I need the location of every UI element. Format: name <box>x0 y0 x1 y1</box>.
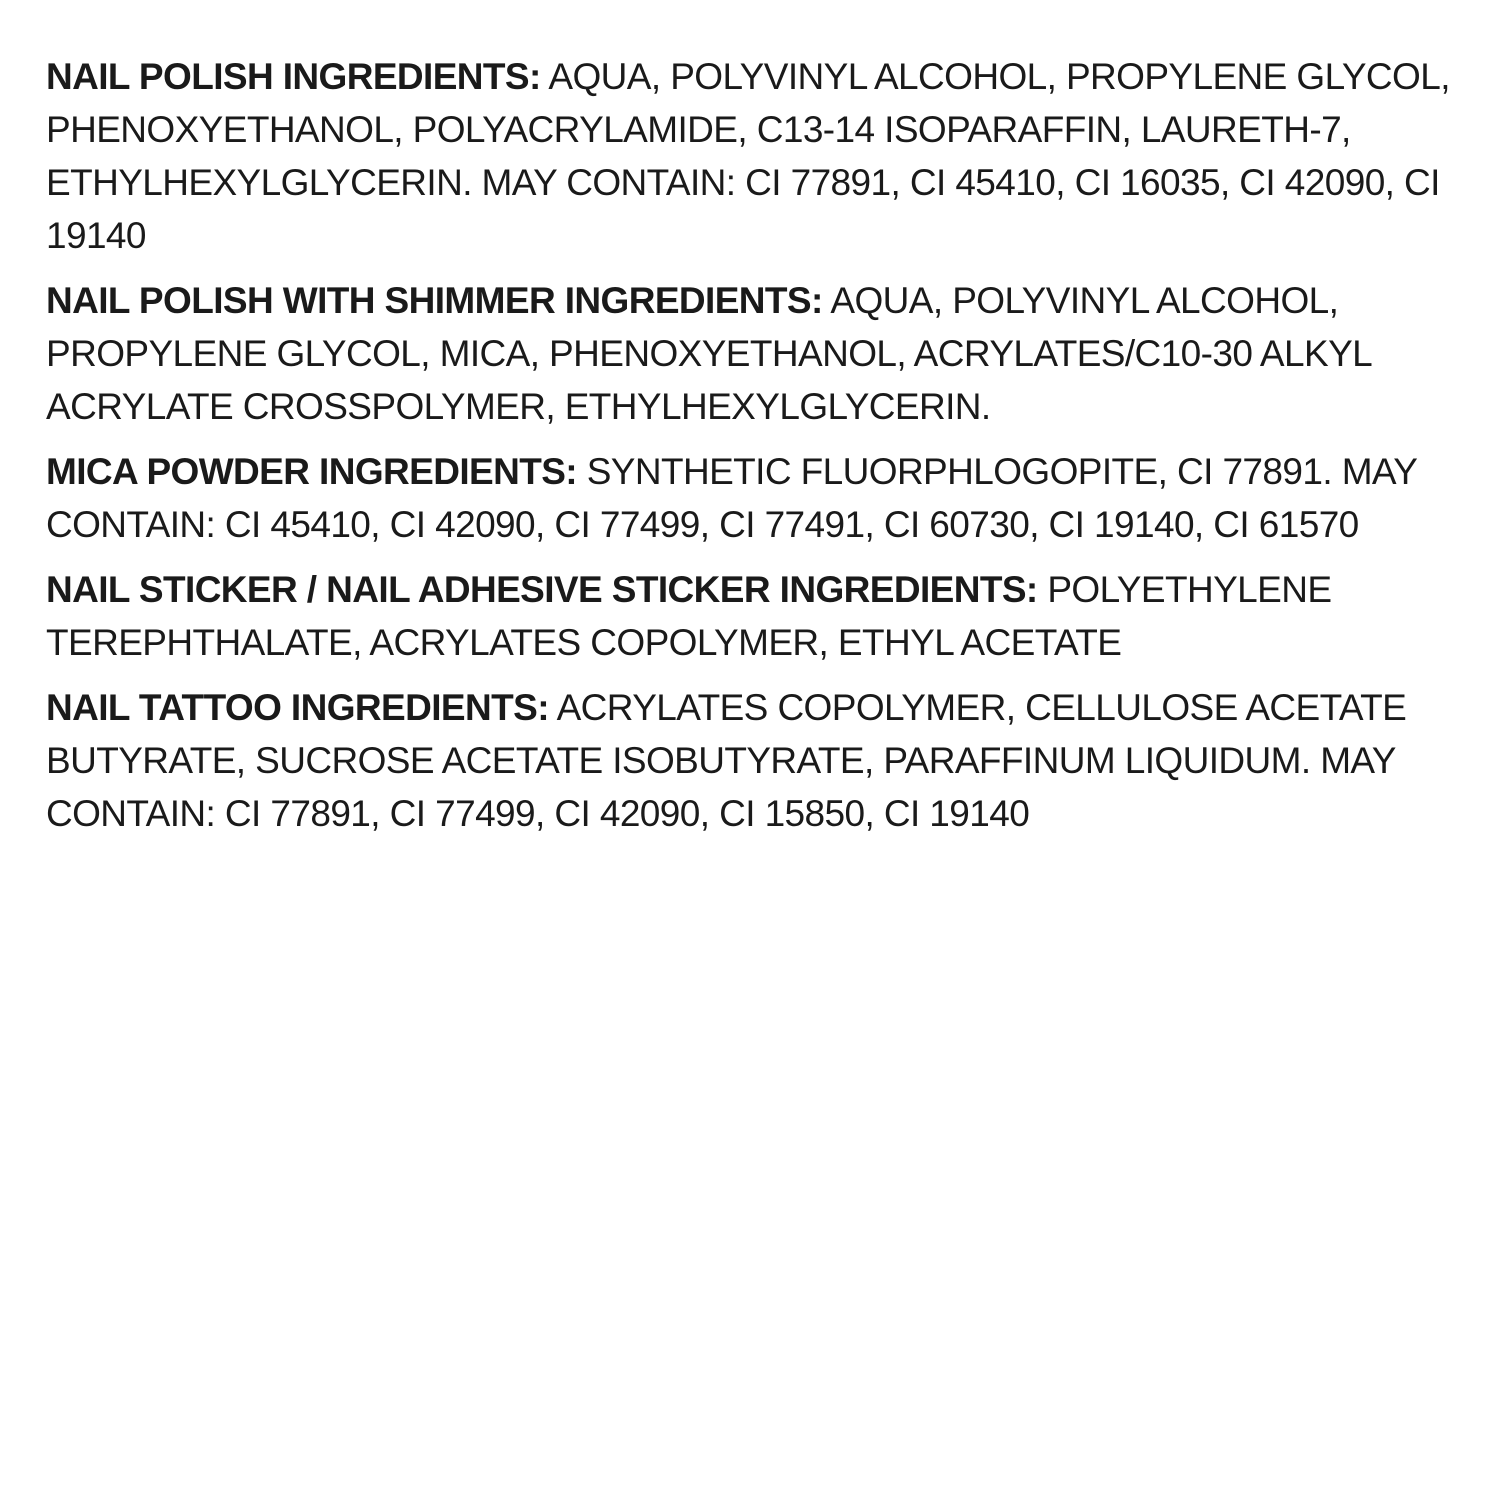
ingredient-list: SYNTHETIC FLUORPHLOGOPITE, CI 77891. MAY CONTAIN: CI 45410, CI 42090, CI 77499, CI 77491, CI 60730, CI 19140, CI 61570 <box>46 451 1417 545</box>
section-heading: NAIL POLISH INGREDIENTS: <box>46 56 541 97</box>
nail-polish-ingredients <box>46 50 1456 262</box>
mica-powder-ingredients <box>46 445 1456 551</box>
ingredients-panel <box>46 50 1456 852</box>
section-heading: MICA POWDER INGREDIENTS: <box>46 451 578 492</box>
nail-sticker-ingredients <box>46 563 1456 669</box>
section-heading: NAIL POLISH WITH SHIMMER INGREDIENTS: <box>46 280 823 321</box>
section-heading: NAIL TATTOO INGREDIENTS: <box>46 687 549 728</box>
section-heading: NAIL STICKER / NAIL ADHESIVE STICKER INGREDIENTS: <box>46 569 1038 610</box>
nail-polish-shimmer-ingredients <box>46 274 1456 433</box>
ingredient-list: AQUA, POLYVINYL ALCOHOL, PROPYLENE GLYCOL, MICA, PHENOXYETHANOL, ACRYLATES/C10-30 ALKYL ACRYLATE CROSSPOLYMER, ETHYLHEXYLGLYCERIN. <box>46 280 1371 427</box>
ingredient-list: ACRYLATES COPOLYMER, CELLULOSE ACETATE BUTYRATE, SUCROSE ACETATE ISOBUTYRATE, PARAFFINUM LIQUIDUM. MAY CONTAIN: CI 77891, CI 77499, CI 42090, CI 15850, CI 19140 <box>46 687 1407 834</box>
nail-tattoo-ingredients <box>46 681 1456 840</box>
ingredient-list: AQUA, POLYVINYL ALCOHOL, PROPYLENE GLYCOL, PHENOXYETHANOL, POLYACRYLAMIDE, C13-14 ISOPARAFFIN, LAURETH-7, ETHYLHEXYLGLYCERIN. MAY CONTAIN: CI 77891, CI 45410, CI 16035, CI 42090, CI 19140 <box>46 56 1450 256</box>
ingredient-list: POLYETHYLENE TEREPHTHALATE, ACRYLATES COPOLYMER, ETHYL ACETATE <box>46 569 1332 663</box>
